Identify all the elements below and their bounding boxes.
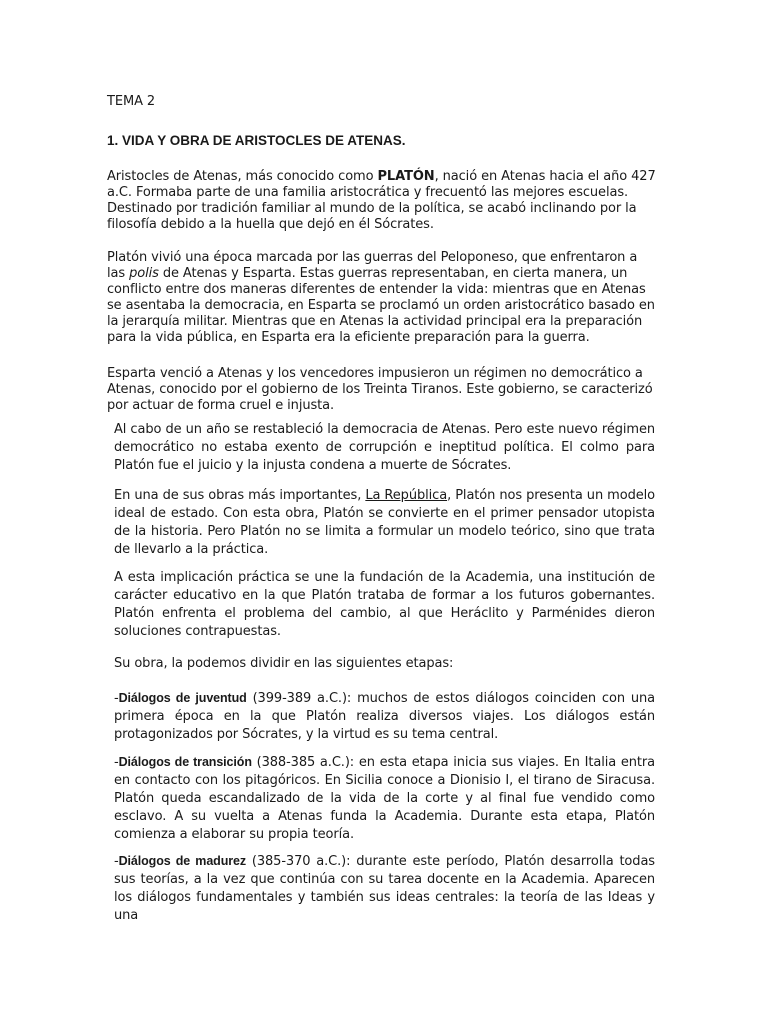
paragraph-text: En una de sus obras más importantes,	[114, 488, 366, 503]
stage-maturity	[114, 852, 655, 923]
paragraph-text: Platón vivió una época marcada por las guerras del Peloponeso, que enfrentaron a las	[107, 250, 638, 281]
stage-term: Diálogos de madurez	[118, 854, 247, 868]
paragraph-republic	[114, 487, 655, 559]
paragraph-wars	[107, 250, 659, 346]
stage-dash: -	[114, 854, 119, 869]
paragraph-text: , nació en Atenas hacia el año 427 a.C. Formaba parte de una familia aristocrática y frecuentó las mejores escuelas. Destinado por tradición familiar al mundo de la política, se acabó inclinando por la filosofía debido a la huella que dejó en él Sócrates.	[107, 169, 656, 232]
paragraph-text: , Platón nos presenta un modelo ideal de estado. Con esta obra, Platón se convierte en el primer pensador utopista de la historia. Pero Platón no se limita a formular un modelo teórico, sino que trata de llevarlo a la práctica.	[114, 488, 655, 557]
paragraph-democracy: Al cabo de un año se restableció la democracia de Atenas. Pero este nuevo régimen democrático no estaba exento de corrupción e ineptitud política. El colmo para Platón fue el juicio y la injusta condena a muerte de Sócrates.	[114, 422, 655, 473]
stage-transition	[114, 753, 655, 844]
stage-text: (399-389 a.C.): muchos de estos diálogos coinciden con una primera época en la que Platón realiza diversos viajes. Los diálogos están protagonizados por Sócrates, y la virtud es su tema central.	[114, 691, 655, 742]
paragraph-stages-intro: Su obra, la podemos dividir en las siguientes etapas:	[114, 656, 454, 671]
stage-text: (385-370 a.C.): durante este período, Platón desarrolla todas sus teorías, a la vez que continúa con su tarea docente en la Academia. Aparecen los diálogos fundamentales y también sus ideas centrales: la teoría de las Ideas y una	[114, 854, 655, 923]
paragraph-text: Aristocles de Atenas, más conocido como	[107, 169, 378, 184]
topic-label: TEMA 2	[107, 94, 156, 109]
stage-dash: -	[114, 691, 119, 706]
stage-dash: -	[114, 755, 119, 770]
stage-text: (388-385 a.C.): en esta etapa inicia sus viajes. En Italia entra en contacto con los pitagóricos. En Sicilia conoce a Dionisio I, el tirano de Siracusa. Platón queda escandalizado de la vida de la corte y al final fue vendido como esclavo. A su vuelta a Atenas funda la Academia. Durante esta etapa, Platón comienza a elaborar su propia teoría.	[114, 755, 655, 842]
paragraph-academy: A esta implicación práctica se une la fundación de la Academia, una institución de carácter educativo en la que Platón trataba de formar a los futuros gobernantes. Platón enfrenta el problema del cambio, al que Heráclito y Parménides dieron soluciones contrapuestas.	[114, 570, 655, 639]
paragraph-tyrants: Esparta venció a Atenas y los vencedores impusieron un régimen no democrático a Atenas, conocido por el gobierno de los Treinta Tiranos. Este gobierno, se caracterizó por actuar de forma cruel e injusta.	[107, 366, 653, 413]
paragraph-text: de Atenas y Esparta. Estas guerras representaban, en cierta manera, un conflicto entre dos maneras diferentes de entender la vida: mientras que en Atenas se asentaba la democracia, en Esparta se proclamó un orden aristocrático basado en la jerarquía militar. Mientras que en Atenas la actividad principal era la preparación para la vida pública, en Esparta era la eficiente preparación para la guerra.	[107, 266, 655, 345]
stage-youth	[114, 689, 655, 744]
stage-term: Diálogos de juventud	[118, 691, 247, 705]
stage-term: Diálogos de transición	[118, 755, 252, 769]
bold-name: PLATÓN	[377, 169, 435, 184]
work-title: La República	[365, 488, 448, 503]
paragraph-intro	[107, 169, 659, 233]
italic-term: polis	[129, 266, 159, 281]
section-heading: 1. VIDA Y OBRA DE ARISTOCLES DE ATENAS.	[107, 133, 406, 148]
